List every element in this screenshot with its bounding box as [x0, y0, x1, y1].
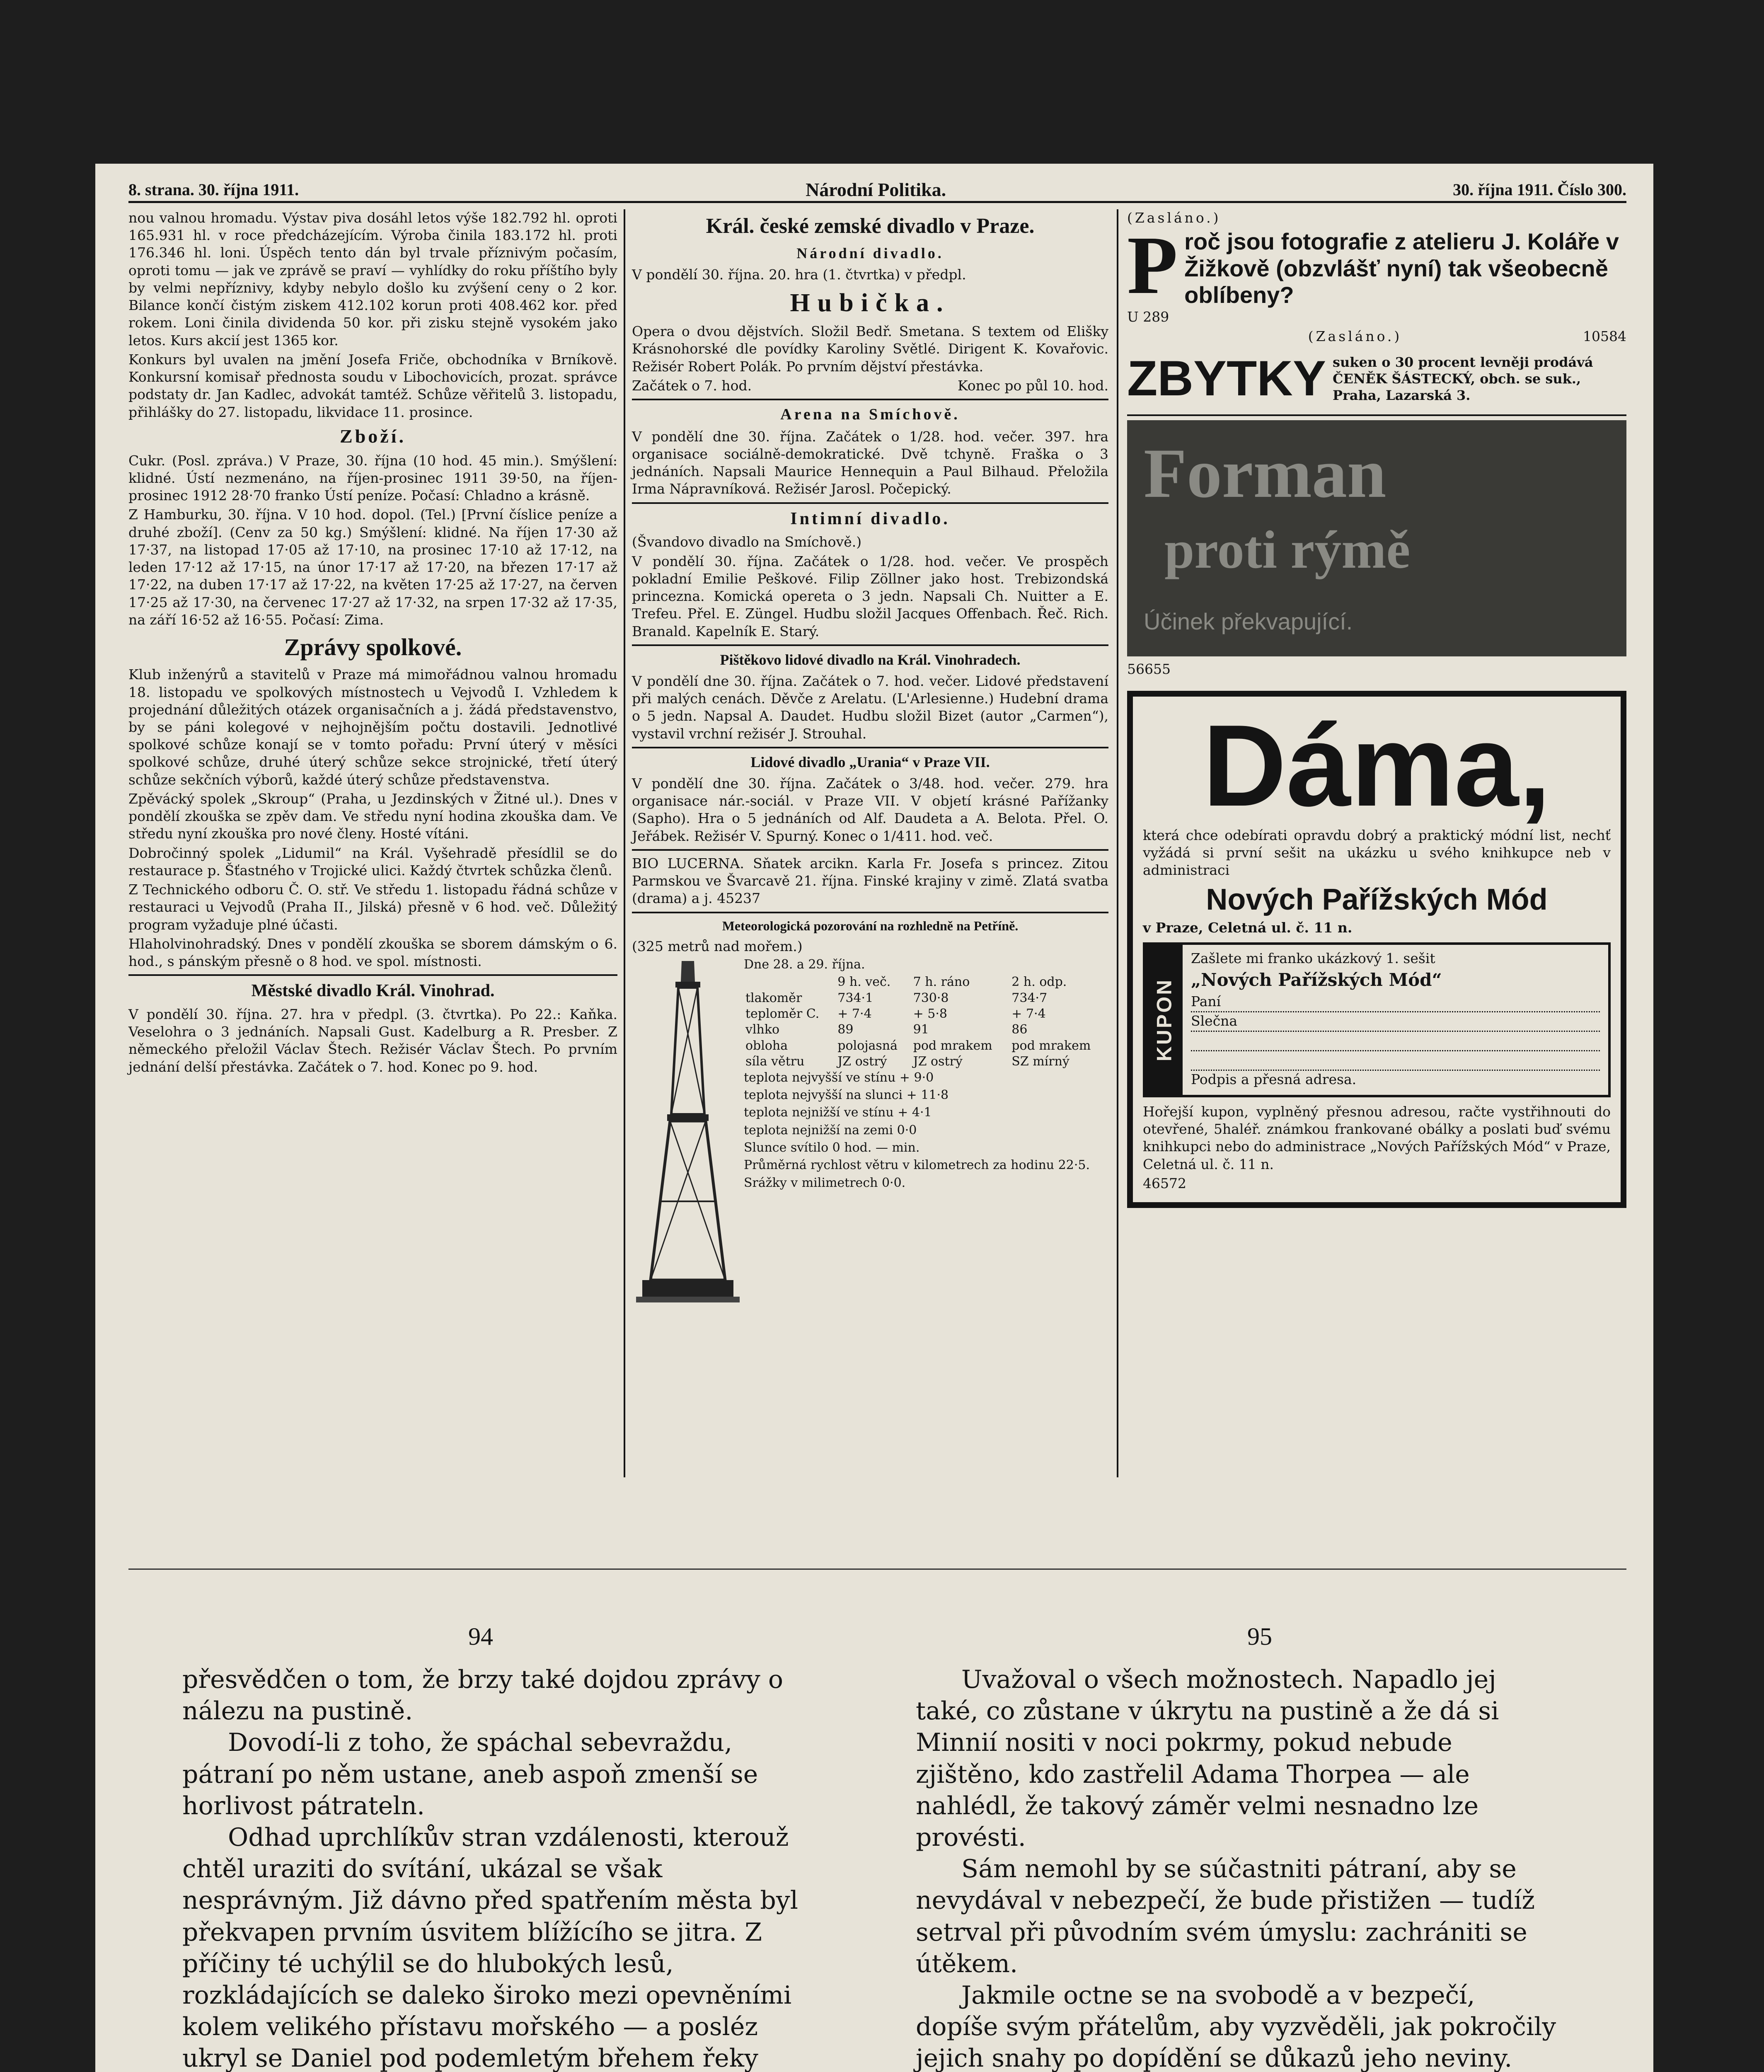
- club-skroup: Zpěvácký spolek „Skroup“ (Praha, u Jezdinských v Žitné ul.). Dnes v pondělí zkouška se zpěv dam. Ve středu nyní hodina zkouška dam. Ve středu nyní zkouška pro nové členy. Hosté vítáni.: [128, 790, 617, 842]
- cell: 86: [1011, 1022, 1028, 1037]
- row-label: tlakoměr: [745, 990, 802, 1005]
- column-rule-2: [1117, 209, 1118, 1477]
- divider: [632, 747, 1108, 748]
- cell: pod mrakem: [913, 1038, 992, 1053]
- ad-forman: [1127, 420, 1626, 656]
- club-technical: Z Technického odboru Č. O. stř. Ve středu 1. listopadu řádná schůze v restauraci u Vejvodů (Praha II., Jilská) přesně v 6 hod. več. Důležitý program vyžaduje plné účasti.: [128, 881, 617, 933]
- cell: 734·1: [837, 990, 874, 1005]
- ad-remnants: [1127, 347, 1626, 411]
- play-title: Hubička.: [790, 288, 951, 317]
- book-page-number-right: 95: [1247, 1623, 1272, 1650]
- goods-heading: Zboží.: [340, 425, 406, 447]
- intimate-theatre-sub: (Švandovo divadlo na Smíchově.): [632, 534, 862, 550]
- cell: + 5·8: [913, 1006, 948, 1021]
- cell: 89: [837, 1022, 854, 1037]
- ad-dama-text: která chce odebírati opravdu dobrý a praktický módní list, nechť vyžádá si první sešit na ukázku u svého knihkupce neb v administraci: [1143, 827, 1611, 879]
- cell: 91: [913, 1022, 929, 1037]
- table-row: [744, 990, 1108, 1006]
- row-label: obloha: [745, 1038, 788, 1053]
- section-divider: [128, 1569, 1626, 1570]
- meteo-heading: Meteorologická pozorování na rozhledně na Petříně.: [722, 918, 1019, 933]
- club-hlahol: Hlaholvinohradský. Dnes v pondělí zkouška se sborem dámským o 6. hod., s pánským přesně o 8 hod. ve spol. místnosti.: [128, 935, 617, 970]
- ad-dama-title: Dáma,: [1203, 701, 1551, 830]
- club-lidumil: Dobročinný spolek „Lidumil“ na Král. Vyšehradě přesídlil se do restaurace p. Šťastného v Trojické ulici. Každý čtvrtek schůzka členů.: [128, 845, 617, 879]
- divider: [128, 974, 617, 976]
- book-paragraph: Jakmile octne se na svobodě a v bezpečí, dopíše svým přátelům, aby vyzvěděli, jak pokročily jejich snahy po dopídění se důkazů jeho neviny.: [916, 1980, 1556, 2072]
- ad-dama: [1127, 691, 1626, 1208]
- column-economy: [128, 209, 617, 1077]
- page-header: [128, 178, 1626, 203]
- table-row: [744, 1022, 1108, 1038]
- meteo-sun: Slunce svítilo 0 hod. — min.: [744, 1140, 920, 1155]
- header-right: 30. října 1911. Číslo 300.: [1453, 180, 1626, 199]
- header-center: Národní Politika.: [806, 179, 946, 200]
- ad-forman-title: Forman: [1144, 434, 1387, 513]
- coupon-form: [1183, 945, 1608, 1095]
- city-theatre-program: V pondělí 30. října. 27. hra v předpl. (3. čtvrtka). Po 22.: Kaňka. Veselohra o 3 jednáních. Napsali Gust. Kadelburg a R. Presber. Z německého přeložil Václav Štech. Režisér Václav Štech. Po prvním jednání delší přestávka. Začátek o 7. hod. Konec po 9. hod.: [128, 1006, 617, 1075]
- meteo-temp-2: teplota nejvyšší na slunci + 11·8: [744, 1087, 949, 1102]
- column-theatres: [632, 209, 1108, 1305]
- header-left: 8. strana. 30. října 1911.: [128, 180, 299, 199]
- coupon-field-slecna-label: Slečna: [1191, 1012, 1238, 1029]
- intimate-theatre-program: V pondělí 30. října. Začátek o 1/28. hod. večer. Ve prospěch pokladní Emilie Peškové. Filip Zöllner jako host. Trebizondská princezna. Komická opereta o 3 jedn. Napsali Ch. Nuitter a E. Trefeu. Přel. E. Züngel. Hudbu složil Jacques Offenbach. Řeč. Rich. Branald. Kapelník E. Starý.: [632, 553, 1108, 639]
- cell: JZ ostrý: [837, 1054, 887, 1069]
- column-rule-1: [624, 209, 625, 1477]
- arena-program: V pondělí dne 30. října. Začátek o 1/28. hod. večer. 397. hra organisace sociálně-demokratické. Dvě tchyně. Fraška o 3 jednáních. Napsali Maurice Hennequin a Paul Bilhaud. Přeložila Irma Nápravníková. Režisér Jarosl. Počepický.: [632, 428, 1108, 497]
- bio-lucerna: [632, 855, 1108, 908]
- cell: + 7·4: [1011, 1006, 1046, 1021]
- ad-photographer-initial: P: [1127, 220, 1178, 312]
- coupon-code: 46572: [1143, 1175, 1186, 1191]
- ad-dama-address: v Praze, Celetná ul. č. 11 n.: [1143, 919, 1353, 936]
- book-page-right: [916, 1664, 1562, 2072]
- ad-photographer-text: roč jsou fotografie z atelieru J. Koláře v Žižkově (obzvlášť nyní) tak všeobecně oblíbeny?: [1184, 228, 1619, 308]
- cell: JZ ostrý: [913, 1054, 963, 1069]
- play-start: Začátek o 7. hod.: [632, 377, 752, 394]
- play-end: Konec po půl 10. hod.: [958, 377, 1108, 394]
- sent-label-2-text: (Zasláno.): [1308, 328, 1402, 344]
- play-times: [632, 377, 1108, 395]
- bio-lucerna-code: 45237: [717, 890, 761, 907]
- pistek-heading: Pištěkovo lidové divadlo na Král. Vinohradech.: [720, 651, 1021, 668]
- pistek-program: V pondělí dne 30. října. Začátek o 7. hod. večer. Lidové představení při malých cenách. Děvče z Arelatu. (L'Arlesienne.) Hudební drama o 5 jedn. Napsal A. Daudet. Hudbu složil Bizet (autor „Carmen“), vystavil vrchní režisér J. Strouhal.: [632, 673, 1108, 742]
- coupon-field-pani-label: Paní: [1191, 993, 1221, 1009]
- book-paragraph: Dovodí-li z toho, že spáchal sebevraždu, pátraní po něm ustane, aneb aspoň zmenší se horlivost pátrateln.: [182, 1728, 758, 1820]
- cell: 730·8: [913, 990, 949, 1005]
- coupon-field-pani[interactable]: [1191, 993, 1600, 1012]
- meteo-temp-4: teplota nejnižší na zemi 0·0: [744, 1123, 917, 1138]
- book-paragraph: Sám nemohl by se súčastniti pátraní, aby se nevydával v nebezpečí, že bude přistižen — tudíž setrval při původním svém úmyslu: zachrániti se útěkem.: [916, 1854, 1535, 1978]
- coupon-field-address-2[interactable]: [1191, 1051, 1600, 1071]
- hamburg-report: Z Hamburku, 30. října. V 10 hod. dopol. (Tel.) [První číslice peníze a druhé zboží]. (Cenv za 50 kg.) Smýšlení: klidné. Na říjen 17·30 až 17·37, na listopad 17·05 až 17·10, na prosinec 17·10 až 17·12, na leden 17·12 až 17·15, na únor 17·17 až 17·20, na březen 17·17 až 17·22, na duben 17·17 až 17·22, na květen 17·25 až 17·27, na červen 17·25 až 17·30, na červenec 17·27 až 17·32, na srpen 17·32 až 17·35, na září 16·52 až 16·55. Počasí: Zima.: [128, 506, 617, 628]
- table-row: [744, 1054, 1108, 1070]
- national-theatre-date: V pondělí 30. října. 20. hra (1. čtvrtka) v předpl.: [632, 266, 966, 283]
- meteo-temp-3: teplota nejnižší ve stínu + 4·1: [744, 1105, 932, 1120]
- divider: [632, 399, 1108, 400]
- divider: [632, 912, 1108, 913]
- ad-forman-tagline: Účinek překvapující.: [1144, 608, 1353, 635]
- divider: [1127, 414, 1626, 416]
- meteo-wind: Průměrná rychlost větru v kilometrech za hodinu 22·5.: [744, 1158, 1090, 1173]
- coupon-line-1: Zašlete mi franko ukázkový 1. sešit: [1191, 950, 1435, 966]
- book-paragraph: Uvažoval o všech možnostech. Napadlo jej také, co zůstane v úkrytu na pustině a že dá si Minnií nositi v noci pokrmy, pokud nebude zjištěno, kdo zastřelil Adama Thorpea — ale nahlédl, že takový záměr velmi nesnadno lze provésti.: [916, 1665, 1499, 1852]
- sent-label-2-code: 10584: [1583, 328, 1626, 344]
- cell: + 7·4: [837, 1006, 872, 1021]
- national-theatre-subtitle: Národní divadlo.: [796, 244, 944, 261]
- coupon-sign-label: Podpis a přesná adresa.: [1191, 1071, 1357, 1087]
- divider: [632, 502, 1108, 504]
- cell: SZ mírný: [1011, 1054, 1070, 1069]
- meteo-temp-1: teplota nejvyšší ve stínu + 9·0: [744, 1070, 934, 1085]
- ad-photographer: [1127, 220, 1626, 312]
- divider: [632, 644, 1108, 646]
- meteo-table-area: [744, 957, 1108, 1305]
- ad-forman-subtitle: proti rýmě: [1164, 520, 1411, 580]
- club-engineers: Klub inženýrů a stavitelů v Praze má mimořádnou valnou hromadu 18. listopadu ve spolkových místnostech u Vejvodů I. Vzhledem k projednání důležitých otázek organisačních a j. žádá představenstvo, by se páni kolegové v nejhojnějším počtu dostavili. Jednotlivé spolkové schůze konají se v tomto pořadu: První úterý v měsíci spolkové schůze, druhé úterý schůze sekce strojnické, třetí úterý schůze sekčních výborů, každé úterý schůze představenstva.: [128, 666, 617, 788]
- meteo-block: [632, 957, 1108, 1305]
- sent-label: (Zasláno.): [1127, 210, 1221, 226]
- bankruptcy-notice: Konkurs byl uvalen na jmění Josefa Friče, obchodníka v Brníkově. Konkursní komisař přednosta soudu v Libochovicích, prozat. správce podstaty dr. Jan Kadlec, advokát tamtéž. Schůze věřitelů 3. listopadu, přihlášky do 27. listopadu, likvidace 11. prosince.: [128, 351, 617, 420]
- book-page-left: [182, 1664, 829, 2072]
- meteo-col-2: 7 h. ráno: [913, 975, 970, 990]
- coupon-label-strip: [1145, 945, 1183, 1095]
- meteo-dates: Dne 28. a 29. října.: [744, 957, 865, 972]
- national-theatre-title: Král. české zemské divadlo v Praze.: [706, 214, 1035, 238]
- book-paragraph: Odhad uprchlíkův stran vzdálenosti, kterouž chtěl uraziti do svítání, ukázal se však nesprávným. Již dávno před spatřením města byl překvapen prvním úsvitem blížícího se jitra. Z příčiny té uchýlil se do hlubokých lesů, rozkládajících se daleko široko mezi opevněními kolem velikého přístavu mořského — a posléz ukryl se Daniel pod podemletým břehem řeky: [182, 1823, 798, 2072]
- urania-program: V pondělí dne 30. října. Začátek o 3/48. hod. večer. 279. hra organisace nár.-sociál. v Praze VII. V objetí krásné Pařížanky (Sapho). Hra o 5 jednáních od Alf. Daudeta a A. Belota. Přel. O. Jeřábek. Režisér V. Spurný. Konec o 1/411. hod. več.: [632, 775, 1108, 844]
- column-ads: [1127, 209, 1626, 1208]
- bio-lucerna-text: BIO LUCERNA. Sňatek arcikn. Karla Fr. Josefa s princez. Zitou Parmskou ve Švarcavě 21. října. Finské krajiny v zimě. Zlatá svatba (drama) a j.: [632, 855, 1108, 907]
- cell: 734·7: [1011, 990, 1048, 1005]
- sugar-report: Cukr. (Posl. zpráva.) V Praze, 30. října (10 hod. 45 min.). Smýšlení: klidné. Ústí nezmenáno, na říjen-prosinec 1911 39·50, na říjen-prosinec 1912 28·70 franko Ústí peníze. Počasí: Chladno a krásně.: [128, 452, 617, 504]
- row-label: teploměr C.: [745, 1006, 820, 1021]
- newspaper-page: [95, 164, 1653, 2072]
- arena-heading: Arena na Smíchově.: [780, 406, 960, 424]
- book-page-number-left: 94: [468, 1623, 493, 1650]
- meteo-sub: (325 metrů nad mořem.): [632, 938, 803, 954]
- coupon-label: KUPON: [1152, 978, 1176, 1062]
- divider: [632, 849, 1108, 851]
- coupon[interactable]: [1143, 942, 1611, 1097]
- city-theatre-heading: Městské divadlo Král. Vinohrad.: [251, 981, 495, 1001]
- meteo-col-3: 2 h. odp.: [1011, 975, 1067, 990]
- row-label: síla větru: [745, 1054, 805, 1069]
- coupon-field-slecna[interactable]: [1191, 1012, 1600, 1032]
- play-description: Opera o dvou dějstvích. Složil Bedř. Smetana. S textem od Elišky Krásnohorské dle povídky Karoliny Světlé. Dirigent K. Kovařovic. Režisér Robert Polák. Po prvním dějství přestávka.: [632, 323, 1108, 375]
- cell: polojasná: [837, 1038, 898, 1053]
- coupon-note: Hořejší kupon, vyplněný přesnou adresou, račte vystřihnouti do otevřené, 5haléř. známkou frankované obálky a poslati buď svému knihkupci nebo do administrace „Nových Pařížských Mód“ v Praze, Celetná ul. č. 11 n.: [1143, 1104, 1611, 1172]
- book-paragraph: přesvědčen o tom, že brzy také dojdou zprávy o nálezu na pustině.: [182, 1665, 784, 1726]
- meteo-col-1: 9 h. več.: [837, 975, 891, 990]
- petrin-tower-illustration: [632, 957, 744, 1305]
- table-row: [744, 1006, 1108, 1022]
- urania-heading: Lidové divadlo „Urania“ v Praze VII.: [750, 753, 990, 770]
- ad-photographer-code: U 289: [1127, 309, 1169, 325]
- coupon-field-address-1[interactable]: [1191, 1032, 1600, 1051]
- ad-dama-brand: Nových Pařížských Mód: [1206, 883, 1548, 917]
- club-news-heading: Zprávy spolkové.: [284, 634, 462, 661]
- ad-remnants-text: suken o 30 procent levněji prodává ČENĚK ŠÁSTECKÝ, obch. se suk., Praha, Lazarská 3.: [1333, 354, 1593, 403]
- intimate-theatre-heading: Intimní divadlo.: [790, 509, 950, 528]
- meteo-header-row: [744, 974, 1108, 990]
- row-label: vlhko: [745, 1022, 780, 1037]
- table-row: [744, 1038, 1108, 1054]
- ad-remnants-word: ZBYTKY: [1127, 350, 1326, 406]
- meteo-table: [744, 974, 1108, 1070]
- cell: pod mrakem: [1011, 1038, 1091, 1053]
- meteo-rain: Srážky v milimetrech 0·0.: [744, 1175, 906, 1190]
- sent-label-2: [1127, 328, 1626, 345]
- ad-forman-code: 56655: [1127, 661, 1171, 678]
- brewery-report: nou valnou hromadu. Výstav piva dosáhl letos výše 182.792 hl. oproti 165.931 hl. v roce předcházejícím. Výroba činila 183.172 hl. proti 176.346 hl. loni. Úspěch tento dán byl trvale příznivým počasím, oproti tomu — jak ve zprávě se praví — vyhlídky do roku příštího byly by velmi nepříznivy, kdyby nebylo došlo ku zvýšení ceny o 2 kor. Bilance končí čistým ziskem 412.102 korun proti 408.462 kor. před rokem. Loni činila dividenda 50 kor. při zisku stejně vysokém jako letos. Kurs akcií jest 1365 kor.: [128, 210, 617, 349]
- coupon-line-2: „Nových Pařížských Mód“: [1191, 970, 1442, 990]
